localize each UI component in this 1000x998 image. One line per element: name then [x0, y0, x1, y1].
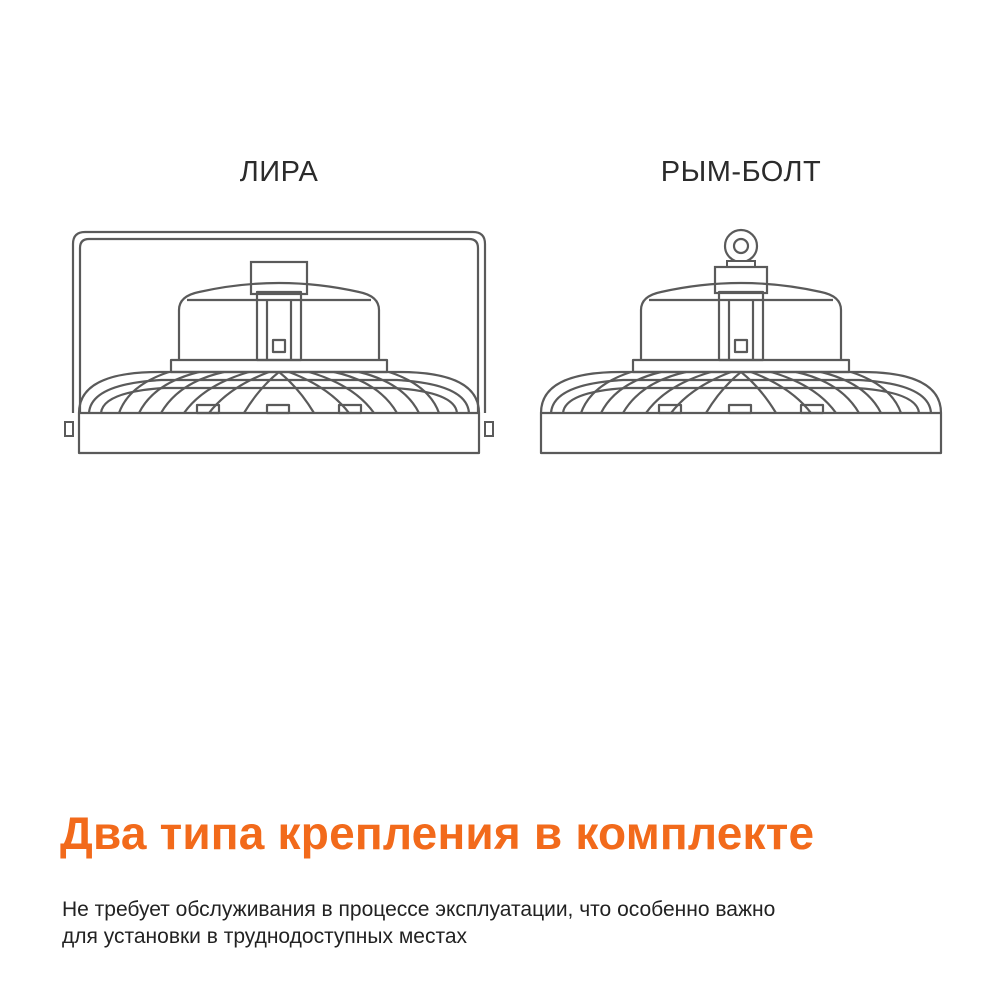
eyebolt-mount-label: РЫМ-БОЛТ [660, 156, 822, 188]
description [62, 896, 962, 950]
eyebolt-fixture-drawing [541, 230, 941, 453]
description-line-2: для установки в труднодоступных местах [62, 925, 468, 948]
lyra-fixture-drawing [65, 232, 493, 453]
description-line-1: Не требует обслуживания в процессе эксплуатации, что особенно важно [62, 898, 776, 921]
headline: Два типа крепления в комплекте [60, 807, 815, 859]
lyra-mount-label: ЛИРА [239, 156, 319, 188]
